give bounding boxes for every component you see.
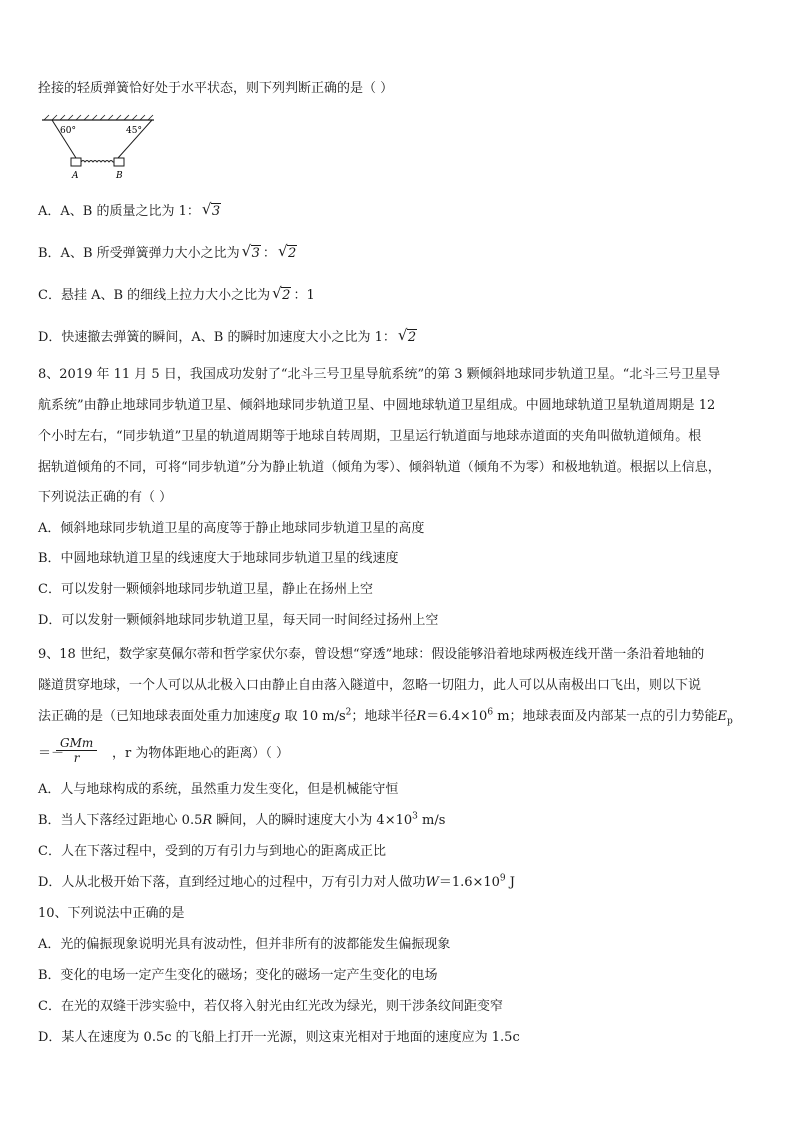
q9-option-d: D．人从北极开始下落，直到经过地心的过程中，万有引力对人做功$W=1.6\times 10^9$ J bbox=[38, 873, 515, 890]
q9-option-b: B．当人下落经过距地心 0.5R 瞬间，人的瞬时速度大小为 $4\times 10^3$ m/s bbox=[38, 811, 446, 828]
angle-right-label: 45° bbox=[126, 126, 142, 136]
block-a-label: A bbox=[72, 171, 79, 181]
q9-option-a: A．人与地球构成的系统，虽然重力发生变化，但是机械能守恒 bbox=[38, 782, 399, 797]
spring-coil bbox=[81, 161, 114, 163]
spring-figure bbox=[38, 114, 158, 182]
q7-stem-tail: 拴接的轻质弹簧恰好处于水平状态，则下列判断正确的是（ ） bbox=[38, 81, 394, 96]
q7-option-c: C．悬挂 A、B 的细线上拉力大小之比为 √ 2 ：1 bbox=[38, 284, 315, 303]
q10-stem: 10、下列说法中正确的是 bbox=[38, 906, 185, 921]
q8-option-a: A．倾斜地球同步轨道卫星的高度等于静止地球同步轨道卫星的高度 bbox=[38, 521, 425, 536]
option-text: D．快速撤去弹簧的瞬间，A、B 的瞬时加速度大小之比为 1： bbox=[38, 330, 396, 345]
q8-stem-line: 个小时左右，“同步轨道”卫星的轨道周期等于地球自转周期，卫星运行轨道面与地球赤道面的夹角叫做轨道倾角。根 bbox=[38, 429, 702, 444]
q10-option-b: B．变化的电场一定产生变化的磁场；变化的磁场一定产生变化的电场 bbox=[38, 968, 438, 983]
sqrt: √ 2 bbox=[277, 242, 297, 261]
angle-left-label: 60° bbox=[60, 126, 76, 136]
q7-option-d bbox=[38, 326, 419, 347]
q10-option-c: C．在光的双缝干涉实验中，若仅将入射光由红光改为绿光，则干涉条纹间距变窄 bbox=[38, 999, 503, 1014]
q8-stem-line: 下列说法正确的有（ ） bbox=[38, 490, 173, 505]
q9-stem-tail: ，r 为物体距地心的距离）（ ） bbox=[112, 746, 289, 761]
q10-option-a: A．光的偏振现象说明光具有波动性，但并非所有的波都能发生偏振现象 bbox=[38, 937, 451, 952]
sqrt: √ 2 bbox=[397, 326, 417, 345]
q9-frac-prefix: ＝－ bbox=[38, 746, 65, 761]
q8-stem-line: 据轨道倾角的不同，可将“同步轨道”分为静止轨道（倾角为零）、倾斜轨道（倾角不为零）和极地轨道。根据以上信息， bbox=[38, 460, 721, 475]
sqrt: √ 2 bbox=[272, 284, 291, 303]
q8-option-c: C．可以发射一颗倾斜地球同步轨道卫星，静止在扬州上空 bbox=[38, 582, 373, 597]
q8-option-d: D．可以发射一颗倾斜地球同步轨道卫星，每天同一时间经过扬州上空 bbox=[38, 613, 439, 628]
q9-stem-line: 9、18 世纪，数学家莫佩尔蒂和哲学家伏尔泰，曾设想“穿透”地球：假设能够沿着地球两极连线开凿一条沿着地轴的 bbox=[38, 647, 705, 662]
q9-stem-line: 隧道贯穿地球，一个人可以从北极入口由静止自由落入隧道中，忽略一切阻力，此人可以从南极出口飞出，则以下说 bbox=[38, 678, 702, 693]
option-text: B．A、B 所受弹簧弹力大小之比为 bbox=[38, 246, 240, 261]
sqrt: √ 3 bbox=[241, 242, 260, 261]
block-a bbox=[71, 158, 81, 166]
option-text: C．悬挂 A、B 的细线上拉力大小之比为 bbox=[38, 288, 271, 303]
q8-option-b: B．中圆地球轨道卫星的线速度大于地球同步轨道卫星的线速度 bbox=[38, 551, 399, 566]
q10-option-d: D．某人在速度为 0.5c 的飞船上打开一光源，则这束光相对于地面的速度应为 1.5c bbox=[38, 1030, 520, 1045]
q7-option-a bbox=[38, 200, 223, 221]
q8-stem-line: 8、2019 年 11 月 5 日，我国成功发射了“北斗三号卫星导航系统”的第 3 颗倾斜地球同步轨道卫星。“北斗三号卫星导 bbox=[38, 367, 721, 382]
option-text: A．A、B 的质量之比为 1： bbox=[38, 204, 200, 219]
q9-stem-line: 法正确的是（已知地球表面处重力加速度g 取 10 $m/s^2$；地球半径$R=6.4\times 10^6$ m；地球表面及内部某一点的引力势能$E_p$ bbox=[38, 707, 733, 727]
q7-option-b: B．A、B 所受弹簧弹力大小之比为 √ 3 ： √ 2 bbox=[38, 242, 297, 261]
potential-energy-fraction: GMm r bbox=[56, 736, 97, 765]
q8-stem-line: 航系统”由静止地球同步轨道卫星、倾斜地球同步轨道卫星、中圆地球轨道卫星组成。中圆地球轨道卫星轨道周期是 12 bbox=[38, 398, 716, 413]
q9-option-c: C．人在下落过程中，受到的万有引力与到地心的距离成正比 bbox=[38, 844, 386, 859]
sqrt: √ 3 bbox=[201, 200, 221, 219]
block-b-label: B bbox=[116, 171, 123, 181]
ceiling-hatch bbox=[44, 115, 153, 120]
block-b bbox=[114, 158, 124, 166]
